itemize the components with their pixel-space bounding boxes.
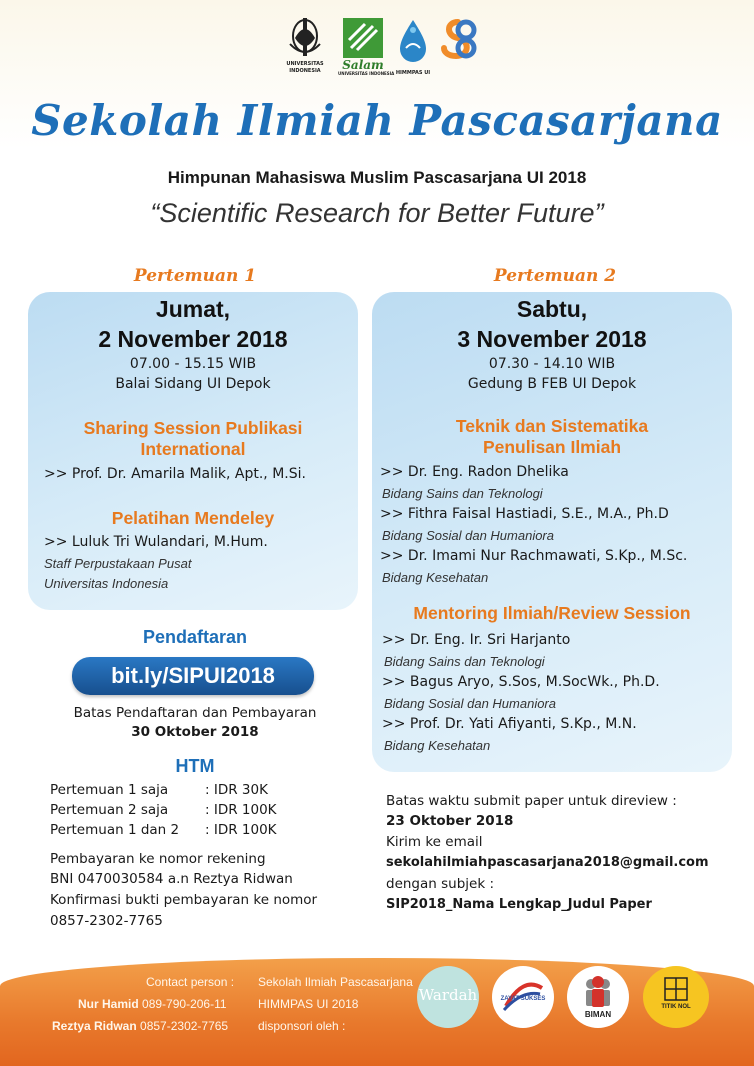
submission-date: 23 Oktober 2018 [386,813,514,829]
himmpas-logo [394,14,432,78]
session1-topic2-affil-1: Staff Perpustakaan Pusat [44,556,192,571]
session1-topic1-title-2: International [140,439,246,459]
payment-line-3: Konfirmasi bukti pembayaran ke nomor [50,892,318,908]
htm-row [50,802,350,820]
submission-line-1: Batas waktu submit paper untuk direview : [386,793,677,809]
session2-topic1-speaker-2: >> Fithra Faisal Hastiadi, S.E., M.A., Ph.D [380,506,669,522]
registration-link-button[interactable]: bit.ly/SIPUI2018 [72,657,314,695]
session1-time: 07.00 - 15.15 WIB [129,356,257,372]
submission-line-3: dengan subjek : [386,876,494,892]
page-subtitle: Himpunan Mahasiswa Muslim Pascasarjana UI 2018 [167,168,587,187]
footer-contact-1 [78,997,227,1011]
partner-logos [282,14,482,78]
ui-emblem-icon [282,14,328,64]
session2-topic2-title: Mentoring Ilmiah/Review Session [413,603,691,623]
salam-logo-word: Salam [342,58,384,72]
contact-1-phone: 089-790-206-11 [142,997,227,1011]
session2-topic2-speaker-1: >> Dr. Eng. Ir. Sri Harjanto [382,632,571,648]
session1-place: Balai Sidang UI Depok [115,376,271,392]
htm-item: Pertemuan 1 saja [50,782,169,798]
htm-title: HTM [175,756,215,776]
wardah-logo-text: Wardah [418,986,478,1004]
footer-org-3: disponsori oleh : [258,1019,346,1033]
registration-title: Pendaftaran [142,627,248,647]
submission-subject: SIP2018_Nama Lengkap_Judul Paper [386,897,652,912]
htm-item: Pertemuan 2 saja [50,802,169,818]
contact-2-name: Reztya Ridwan [52,1019,137,1033]
titiknol-logo [643,966,709,1028]
footer-contact-label: Contact person : [146,975,235,989]
ui-logo-label-1: UNIVERSITAS [286,61,324,67]
zayat-logo [492,966,554,1028]
htm-item: Pertemuan 1 dan 2 [50,822,180,838]
htm-row [50,782,350,800]
session2-topic1-speaker-3: >> Dr. Imami Nur Rachmawati, S.Kp., M.Sc. [380,548,688,564]
contact-2-phone: 0857-2302-7765 [140,1019,229,1033]
session2-label: Pertemuan 2 [493,266,617,286]
registration-deadline-label: Batas Pendaftaran dan Pembayaran [73,705,317,721]
session2-topic1-speaker-1: >> Dr. Eng. Radon Dhelika [380,464,569,480]
titiknol-logo-text: TITIK NOL [661,1004,691,1010]
htm-price: : IDR 100K [205,802,277,818]
session2-topic1-title-1: Teknik dan Sistematika [455,416,649,436]
session2-topic2-speaker-3: >> Prof. Dr. Yati Afiyanti, S.Kp., M.N. [382,716,637,732]
session1-day: Jumat, [155,296,231,322]
payment-line-1: Pembayaran ke nomor rekening [50,851,266,867]
himmpas-logo-label: HIMMPAS UI [395,70,431,76]
s8-logo-icon [436,14,480,66]
ui-logo [282,14,328,78]
htm-price: : IDR 100K [205,822,277,838]
session2-date: 3 November 2018 [457,326,647,352]
htm-price-table [50,782,350,842]
session1-topic2-title: Pelatihan Mendeley [111,508,275,528]
zayat-logo-text: ZAYAT SUKSES [500,996,546,1002]
submission-email[interactable]: sekolahilmiahpascasarjana2018@gmail.com [386,855,709,870]
session2-topic2-speaker-2: >> Bagus Aryo, S.Sos, M.SocWk., Ph.D. [382,674,660,690]
session2-place: Gedung B FEB UI Depok [467,376,637,392]
session1-topic1-speaker: >> Prof. Dr. Amarila Malik, Apt., M.Si. [44,466,306,482]
biman-logo [567,966,629,1028]
session1-label: Pertemuan 1 [133,266,257,286]
footer-org-1: Sekolah Ilmiah Pascasarjana [258,975,413,989]
session1-topic2-speaker: >> Luluk Tri Wulandari, M.Hum. [44,534,268,550]
salam-logo-sub: UNIVERSITAS INDONESIA [338,71,395,76]
biman-logo-text: BIMAN [584,1010,612,1019]
water-drop-icon [394,14,432,66]
page-tagline: “Scientific Research for Better Future” [150,198,604,228]
wardah-logo [417,966,479,1028]
session2-topic1-field-1: Bidang Sains dan Teknologi [382,486,543,501]
s8-logo [436,14,480,78]
session2-topic1-field-3: Bidang Kesehatan [382,570,489,585]
payment-line-4: 0857-2302-7765 [50,913,163,929]
salam-logo [338,14,395,78]
session1-date: 2 November 2018 [98,326,288,352]
footer-contact-2 [52,1019,228,1033]
ui-logo-label-2: INDONESIA [289,68,321,74]
session1-topic2-affil-2: Universitas Indonesia [44,576,169,591]
contact-1-name: Nur Hamid [78,997,139,1011]
page-title: Sekolah Ilmiah Pascasarjana [31,96,723,145]
titiknol-grid-icon [643,966,709,1028]
footer-org-2: HIMMPAS UI 2018 [258,997,359,1011]
submission-line-2: Kirim ke email [386,834,483,850]
session2-topic2-field-1: Bidang Sains dan Teknologi [384,654,545,669]
session2-topic2-field-2: Bidang Sosial dan Humaniora [384,696,556,711]
session2-time: 07.30 - 14.10 WIB [488,356,616,372]
session2-topic1-title-2: Penulisan Ilmiah [482,437,622,457]
htm-price: : IDR 30K [205,782,268,798]
session2-day: Sabtu, [516,296,588,322]
session2-topic1-field-2: Bidang Sosial dan Humaniora [382,528,554,543]
session2-topic2-field-3: Bidang Kesehatan [384,738,491,753]
registration-deadline-date: 30 Oktober 2018 [131,724,259,740]
payment-line-2: BNI 0470030584 a.n Reztya Ridwan [50,871,293,887]
salam-emblem-icon [343,18,383,58]
htm-row [50,822,350,840]
session1-topic1-title-1: Sharing Session Publikasi [83,418,303,438]
